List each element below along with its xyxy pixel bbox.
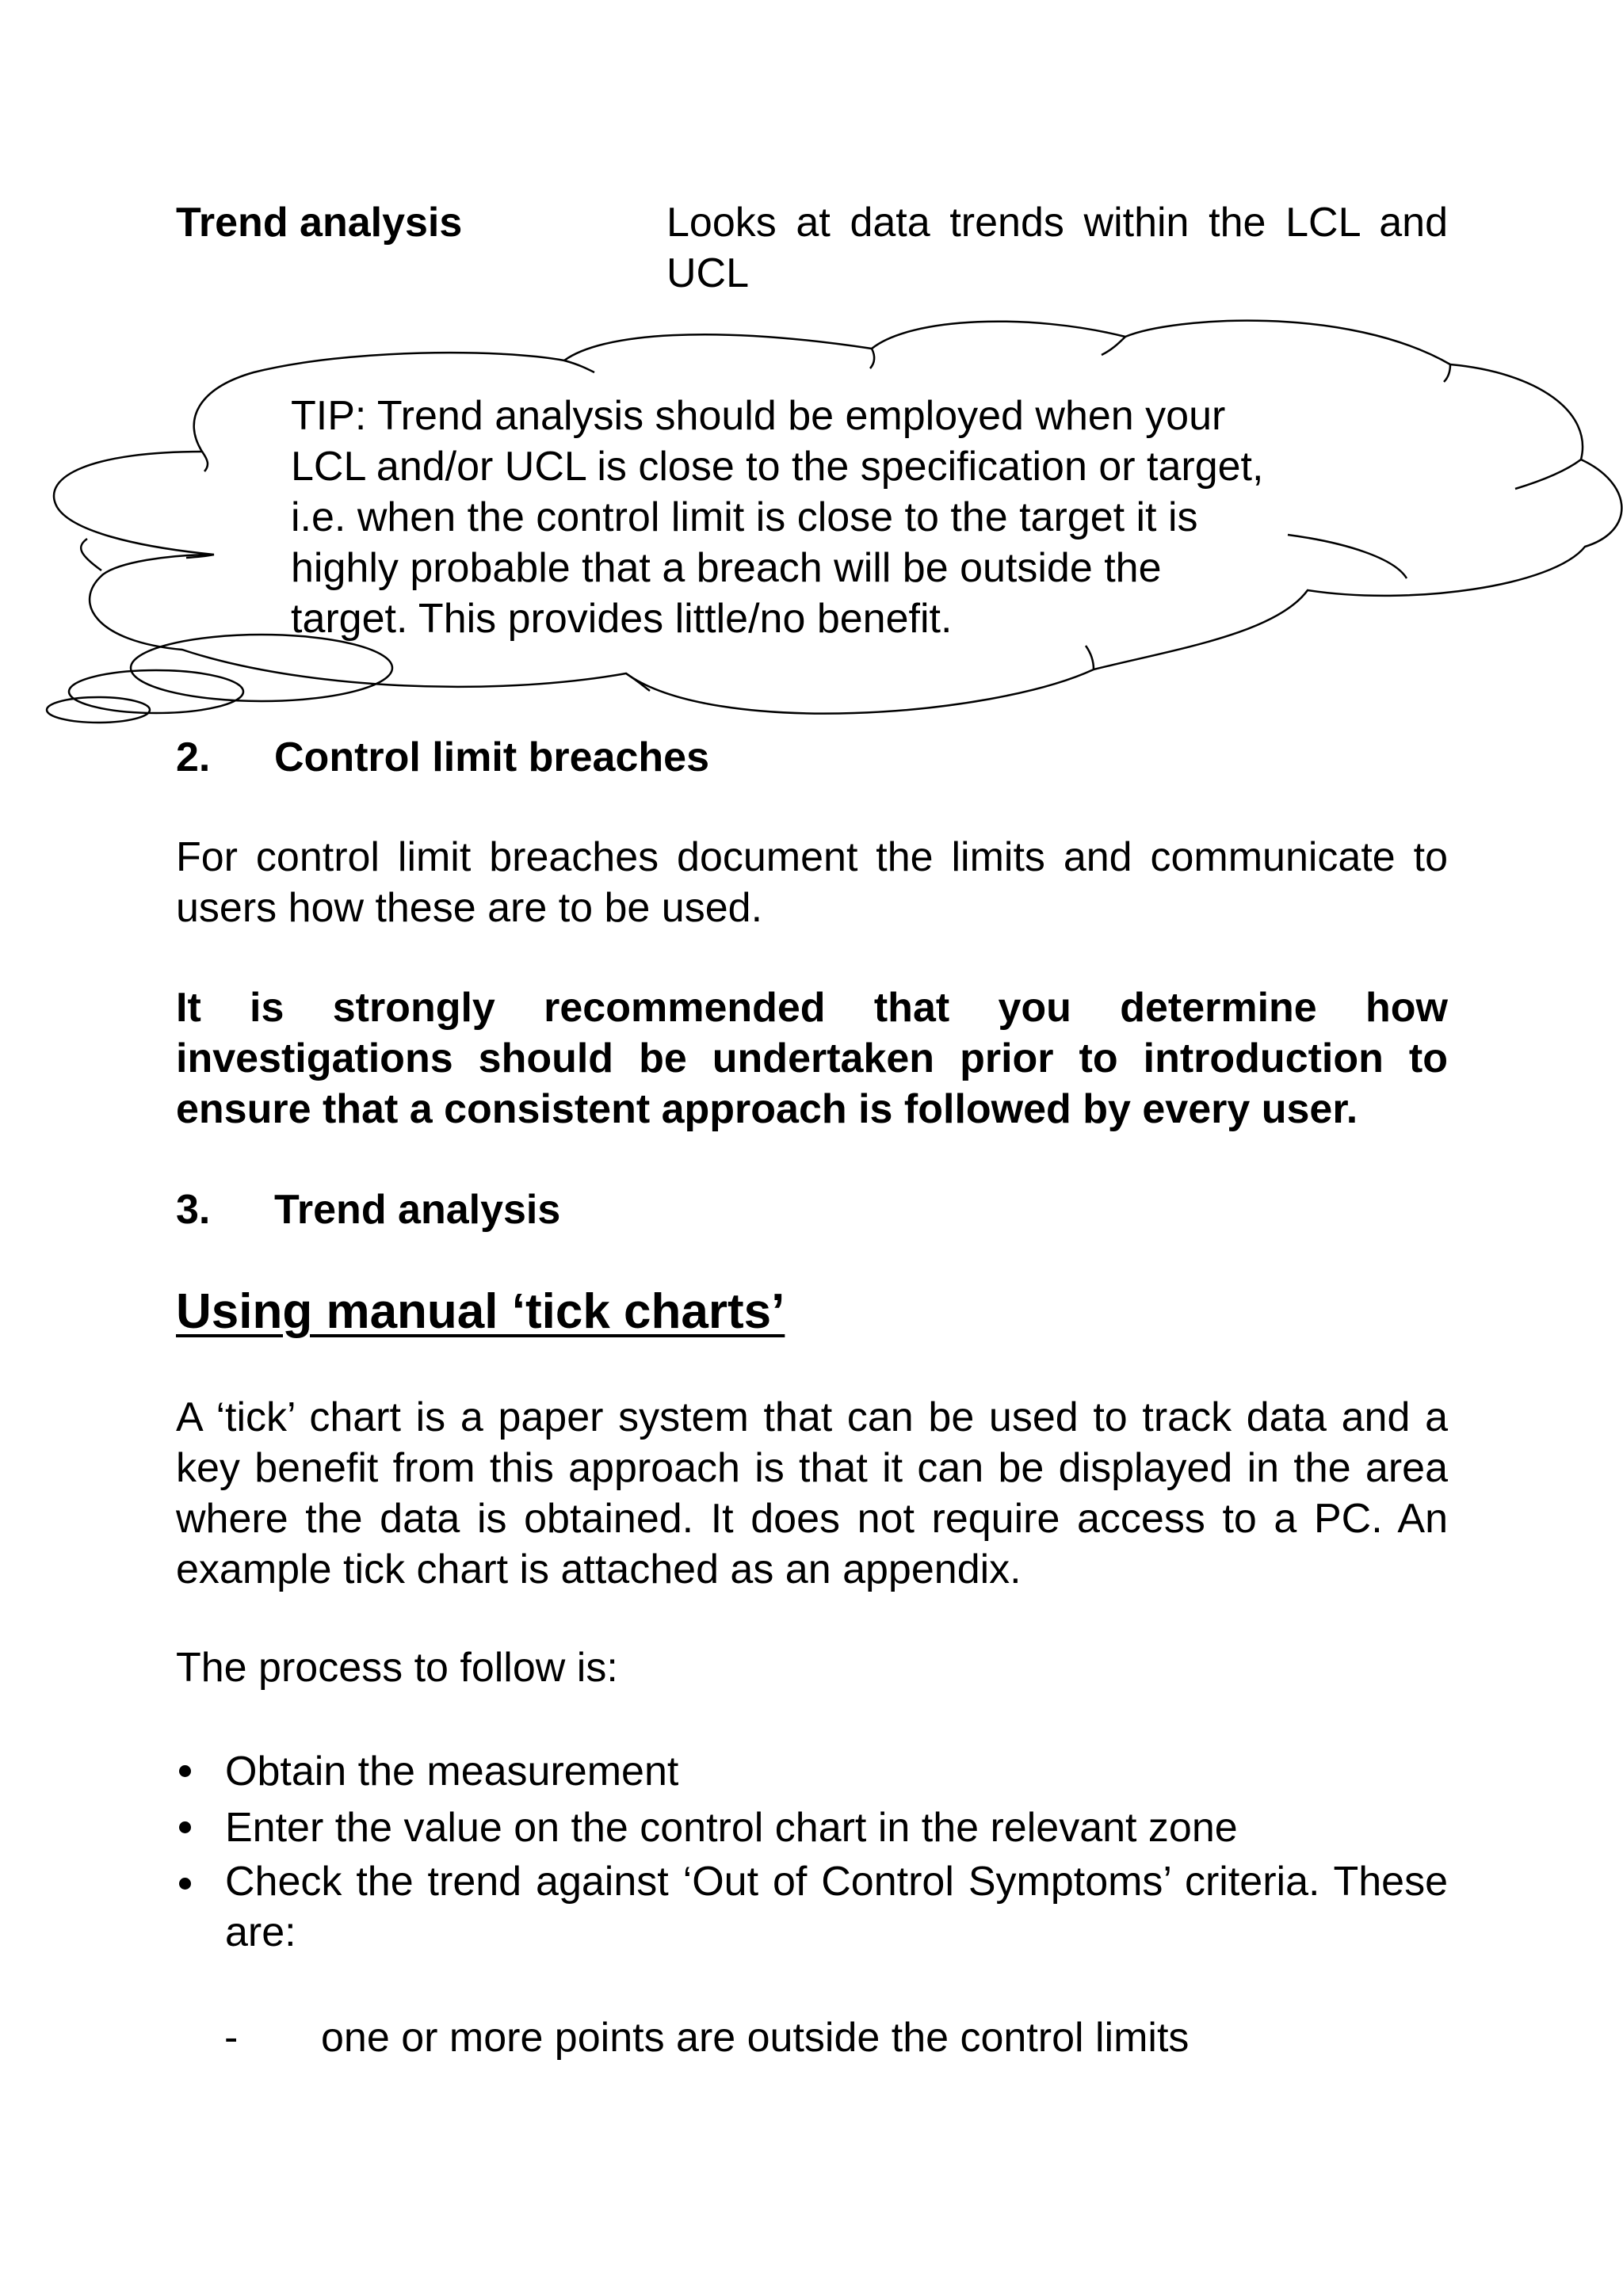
list-item-text: Enter the value on the control chart in the relevant zone	[225, 1805, 1238, 1851]
section-2-title: Control limit breaches	[274, 734, 709, 780]
list-item	[176, 1856, 1448, 1958]
section-2-number: 2.	[176, 734, 211, 780]
process-intro: The process to follow is:	[176, 1645, 618, 1691]
bullet-icon	[179, 1878, 191, 1890]
section-3-number: 3.	[176, 1187, 211, 1233]
list-item	[176, 1800, 1448, 1856]
symptom-item: one or more points are outside the control limits	[321, 2015, 1190, 2061]
tip-cloud-text: TIP: Trend analysis should be employed when your LCL and/or UCL is close to the specification or target, i.e. when the control limit is close to the target it is highly probable that a breach will be outside the target. This provides little/no benefit.	[291, 393, 1264, 642]
bullet-icon	[179, 1821, 191, 1833]
process-steps-list	[176, 1744, 1448, 1958]
list-item	[176, 1744, 1448, 1800]
list-item-text: Check the trend against ‘Out of Control Symptoms’ criteria. These are:	[225, 1859, 1448, 1955]
control-limit-paragraph: For control limit breaches document the limits and communicate to users how these are to be used.	[176, 834, 1448, 931]
tick-chart-paragraph: A ‘tick’ chart is a paper system that can be used to track data and a key benefit from this approach is that it can be displayed in the area where the data is obtained. It does not require access to a PC. An example tick chart is attached as an appendix.	[176, 1394, 1448, 1592]
definition-term: Trend analysis	[176, 200, 463, 246]
tick-charts-subheading: Using manual ‘tick charts’	[176, 1284, 785, 1339]
bullet-icon	[179, 1765, 191, 1777]
dash-marker: -	[224, 2015, 239, 2061]
section-3-title: Trend analysis	[274, 1187, 561, 1233]
recommendation-paragraph: It is strongly recommended that you determine how investigations should be undertaken prior to introduction to ensure that a consistent approach is followed by every user.	[176, 985, 1448, 1132]
definition-description: Looks at data trends within the LCL and UCL	[666, 200, 1448, 296]
list-item-text: Obtain the measurement	[225, 1749, 679, 1794]
